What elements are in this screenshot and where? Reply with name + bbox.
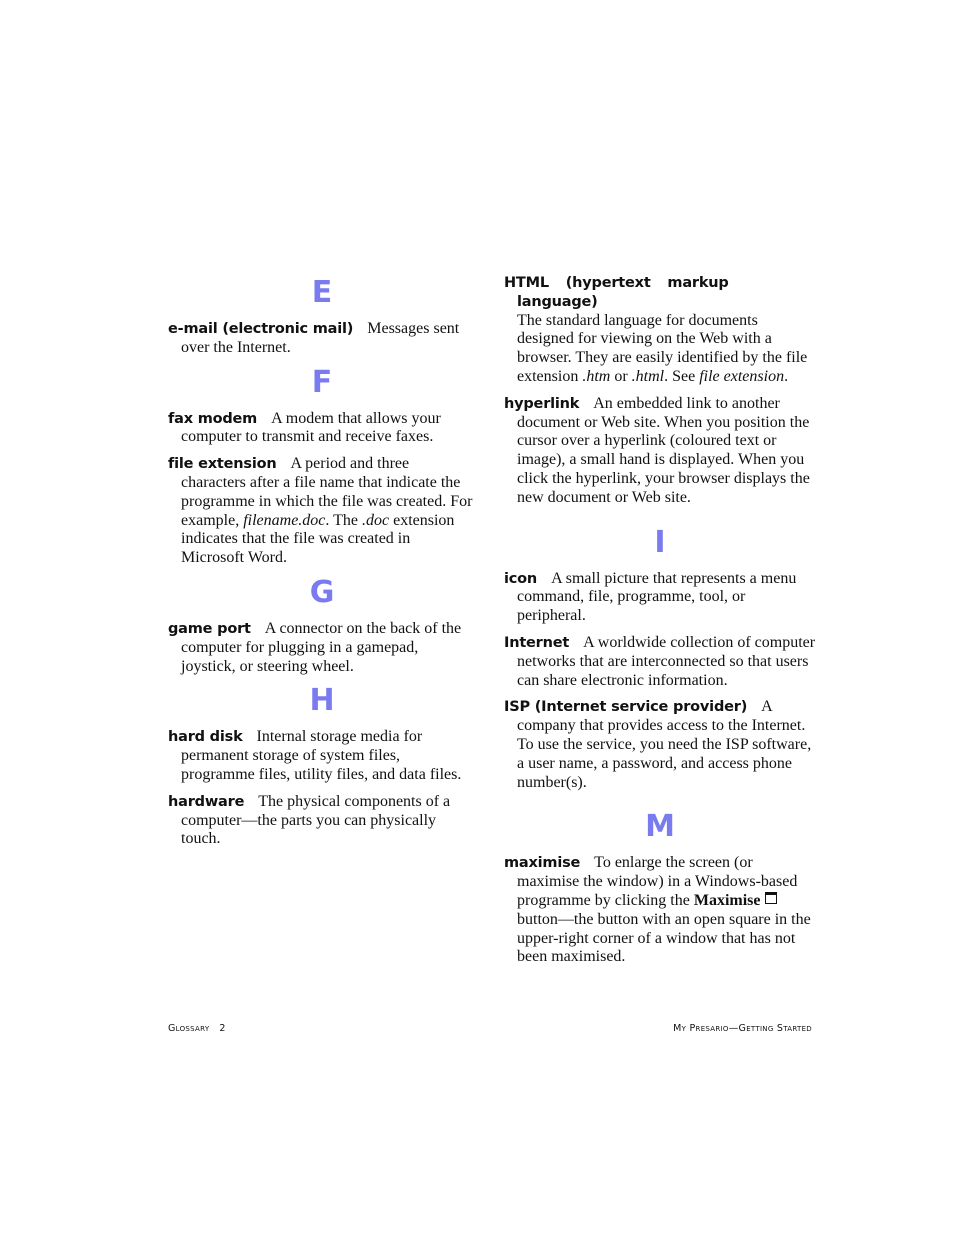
term: maximise [504,855,581,872]
definition: or [610,367,632,385]
definition: A worldwide collection of computer networks that are interconnected so that users can share electronic information. [517,633,816,689]
definition: Messages sent over the Internet. [181,320,460,356]
cross-reference: file extension [699,367,785,385]
term: Internet [504,634,570,651]
section-letter-m: M [645,809,675,845]
definition: A connector on the back of the computer for plugging in a gamepad, joystick, or steering wheel. [181,619,462,675]
glossary-entry-email [168,320,476,358]
term: HTML (hypertext markup language) [504,275,729,310]
term: hard disk [168,729,243,746]
definition: A small picture that represents a menu command, file, programme, tool, or peripheral. [517,569,797,625]
section-letter-h: H [309,683,335,719]
glossary-entry-html [504,274,816,387]
definition: extension indicates that the file was created in Microsoft Word. [181,511,455,567]
section-letter-g: G [309,574,335,610]
glossary-entry-fax-modem [168,410,476,448]
section-letter-f: F [311,364,333,400]
section-letter-e: E [311,275,333,310]
definition: Internal storage media for permanent storage of system files, programme files, utility files, and data files. [181,728,462,783]
footer-section-title [168,1023,226,1034]
right-column [504,270,816,975]
glossary-entry-internet [504,634,816,690]
glossary-entry-hard-disk [168,728,476,784]
glossary-entry-hyperlink [504,395,816,508]
left-column [168,270,476,857]
term: hardware [168,793,245,810]
definition-italic: .doc [362,511,390,529]
definition-italic: .html [631,367,665,385]
definition: The standard language for documents designed for viewing on the Web with a browser. They are easily identified by the file extension [517,311,808,385]
glossary-entry-icon [504,570,816,626]
term: fax modem [168,410,258,427]
definition: button—the button with an open square in the upper-right corner of a window that has not been maximised. [517,910,811,966]
button-name: Maximise [693,891,761,909]
definition-italic: filename.doc [243,511,326,529]
term: ISP (Internet service provider) [504,699,748,716]
glossary-entry-isp [504,698,816,792]
term: e-mail (electronic mail) [168,321,354,337]
definition: A period and three characters after a file name that indicate the programme in which the file was created. For example, [181,455,473,529]
definition: An embedded link to another document or Web site. When you position the cursor over a hyperlink (coloured text or image), a small hand is displayed. When you click the hyperlink, your browser displays the new document or Web site. [517,394,810,506]
footer-book-title: My Presario—Getting Started [673,1023,812,1034]
glossary-entry-maximise [504,854,816,967]
footer-glossary-label: Glossary [168,1023,210,1034]
definition: The physical components of a computer—the parts you can physically touch. [181,792,451,848]
page-number: 2 [219,1023,226,1034]
glossary-entry-game-port [168,620,476,676]
term: game port [168,620,251,637]
maximise-window-icon [765,892,777,904]
definition: . See [664,367,700,385]
definition: A company that provides access to the Internet. To use the service, you need the ISP software, a user name, a password, and access phone number(s). [517,698,812,791]
definition: . [784,367,789,385]
term: hyperlink [504,395,580,412]
glossary-entry-file-extension [168,455,476,568]
definition: . The [325,511,362,529]
term: icon [504,570,538,587]
definition-italic: .htm [582,367,611,385]
glossary-entry-hardware [168,793,476,849]
section-letter-i: I [654,524,666,560]
definition: A modem that allows your computer to transmit and receive faxes. [181,409,441,446]
term: file extension [168,456,277,473]
definition: To enlarge the screen (or maximise the window) in a Windows-based programme by clicking the [517,854,798,909]
